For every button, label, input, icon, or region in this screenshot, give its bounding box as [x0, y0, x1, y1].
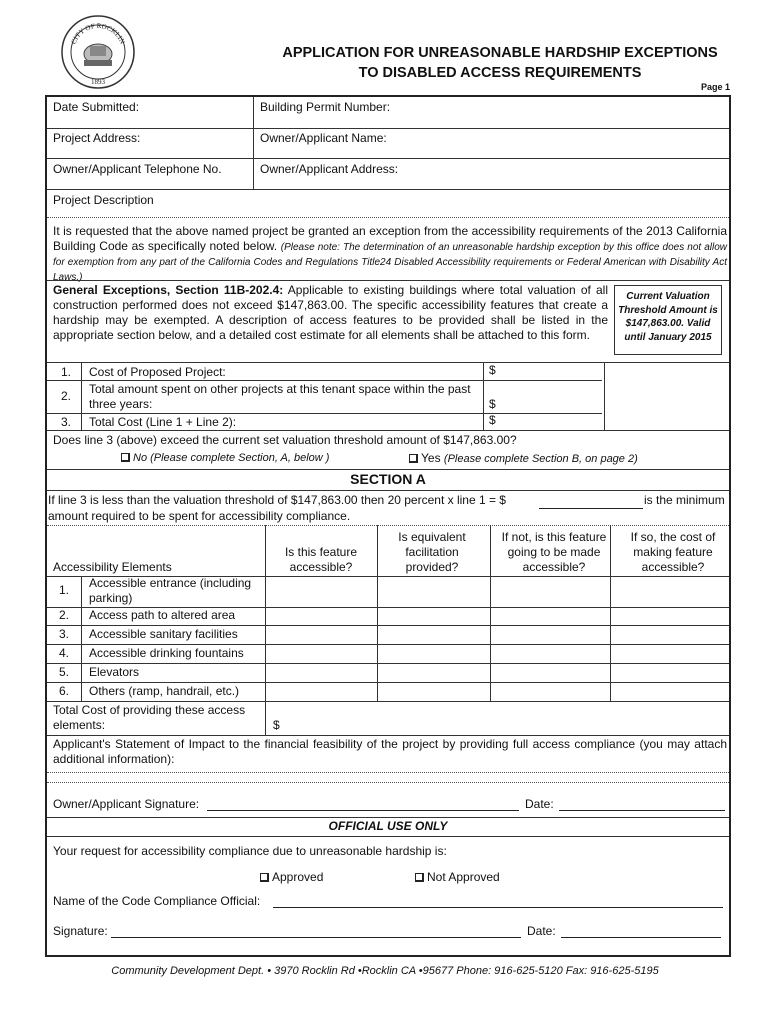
total-cost-label: Total Cost of providing these access elements: [53, 703, 246, 732]
element-row-5-num: 5. [59, 665, 70, 679]
option-approved[interactable]: Approved [260, 870, 323, 885]
cost-line-1-num: 1. [61, 365, 72, 379]
option-no[interactable]: No (Please complete Section, A, below ) [121, 451, 329, 466]
element-row-2-num: 2. [59, 608, 70, 622]
official-request-text: Your request for accessibility compliance due to unreasonable hardship is: [53, 844, 447, 858]
date-submitted-label: Date Submitted: [53, 100, 140, 114]
official-date-line[interactable] [561, 937, 721, 938]
section-a-intro-1: If line 3 is less than the valuation threshold of $147,863.00 then 20 percent x line 1 = $ [48, 493, 506, 507]
element-row-6-num: 6. [59, 684, 70, 698]
city-seal [60, 14, 136, 90]
svg-text:CITY OF ROCKLIN [70, 22, 127, 45]
twenty-percent-blank[interactable] [539, 508, 643, 509]
cost-line-2-value[interactable]: $ [489, 397, 496, 411]
cost-line-2-label: Total amount spent on other projects at this tenant space within the past three years: [89, 382, 471, 411]
option-yes[interactable]: Yes (Please complete Section B, on page 2) [409, 451, 638, 467]
official-signature-line[interactable] [111, 937, 521, 938]
checkbox-icon[interactable] [260, 873, 269, 882]
general-exceptions [53, 283, 608, 343]
seal-year: 1893 [91, 78, 105, 86]
general-heading: General Exceptions, Section 11B-202.4: [53, 283, 284, 297]
element-row-3-label: Accessible sanitary facilities [89, 627, 238, 641]
footer: Community Development Dept. • 3970 Rocklin Rd •Rocklin CA •95677 Phone: 916-625-5120 Fax: 916-625-5195 [111, 965, 659, 977]
owner-date-line[interactable] [559, 810, 725, 811]
col-header-accessible: Is this feature accessible? [284, 545, 358, 574]
project-description-label: Project Description [53, 193, 154, 207]
col-header-elements: Accessibility Elements [53, 560, 172, 574]
official-signature-label: Signature: [53, 924, 108, 938]
element-row-1-label: Accessible entrance (including parking) [89, 576, 252, 605]
seal-top-text: CITY OF ROCKLIN [69, 21, 127, 46]
checkbox-icon[interactable] [121, 453, 130, 462]
owner-signature-label: Owner/Applicant Signature: [53, 797, 200, 811]
title-line-2: TO DISABLED ACCESS REQUIREMENTS [358, 65, 642, 81]
section-a-intro-2: is the minimum [644, 493, 725, 507]
option-not-approved[interactable]: Not Approved [415, 870, 500, 885]
request-paragraph [53, 224, 727, 284]
page-number: Page 1 [700, 82, 730, 92]
element-row-4-num: 4. [59, 646, 70, 660]
official-use-title: OFFICIAL USE ONLY [328, 819, 448, 833]
cost-line-3-label: Total Cost (Line 1 + Line 2): [89, 415, 237, 429]
impact-statement: Applicant's Statement of Impact to the financial feasibility of the project by providing full access compliance (you may attach additional information): [53, 737, 727, 766]
cost-line-1-label: Cost of Proposed Project: [89, 365, 226, 379]
official-name-label: Name of the Code Compliance Official: [53, 894, 261, 908]
col-header-equivalent: Is equivalent facilitation provided? [398, 530, 466, 574]
exceed-question: Does line 3 (above) exceed the current set valuation threshold amount of $147,863.00? [53, 433, 517, 447]
total-cost-value[interactable]: $ [273, 718, 280, 732]
element-row-5-label: Elevators [89, 665, 140, 679]
col-header-cost: If so, the cost of making feature accessible? [630, 530, 716, 574]
title-line-1: APPLICATION FOR UNREASONABLE HARDSHIP EXCEPTIONS [282, 45, 718, 61]
request-text: It is requested that the above named project be granted an exception from the accessibility requirements of the 2013 California Building Code as specifically noted below. [53, 224, 727, 253]
checkbox-icon[interactable] [415, 873, 424, 882]
cost-line-3-value[interactable]: $ [489, 413, 496, 427]
section-a-intro-3: amount required to be spent for accessibility compliance. [48, 509, 351, 523]
cost-line-3-num: 3. [61, 415, 72, 429]
official-name-line[interactable] [273, 907, 723, 908]
request-note: (Please note: The determination of an unreasonable hardship exception by this office does not allow for exemption from any part of the California Codes and Regulations Title24 Disabled Accessibility requirements or Federal American with Disability Act Laws.) [53, 242, 727, 283]
owner-address-label: Owner/Applicant Address: [260, 162, 399, 176]
project-address-label: Project Address: [53, 131, 141, 145]
col-header-made-accessible: If not, is this feature going to be made accessible? [501, 530, 607, 574]
official-date-label: Date: [527, 924, 556, 938]
owner-signature-date: Date: [525, 797, 554, 811]
application-form [45, 95, 731, 957]
general-text: Applicable to existing buildings where total valuation of all construction performed does not exceed $147,863.00. The specific accessibility features that create a hardship may be exempted. A description of access features to be provided shall be listed in the appropriate section below, and a detailed cost estimate for all elements shall be attached to this form. [53, 283, 609, 342]
element-row-1-num: 1. [59, 583, 70, 597]
cost-line-2-num: 2. [61, 389, 72, 403]
owner-signature-line[interactable] [207, 810, 519, 811]
owner-name-label: Owner/Applicant Name: [260, 131, 387, 145]
threshold-box: Current Valuation Threshold Amount is $147,863.00. Valid until January 2015 [614, 285, 722, 355]
checkbox-icon[interactable] [409, 454, 418, 463]
element-row-3-num: 3. [59, 627, 70, 641]
element-row-4-label: Accessible drinking fountains [89, 646, 244, 660]
element-row-6-label: Others (ramp, handrail, etc.) [89, 684, 240, 698]
element-row-2-label: Access path to altered area [89, 608, 236, 622]
section-a-title: SECTION A [350, 471, 426, 487]
owner-phone-label: Owner/Applicant Telephone No. [53, 162, 222, 176]
cost-line-1-value[interactable]: $ [489, 363, 496, 377]
permit-number-label: Building Permit Number: [260, 100, 391, 114]
